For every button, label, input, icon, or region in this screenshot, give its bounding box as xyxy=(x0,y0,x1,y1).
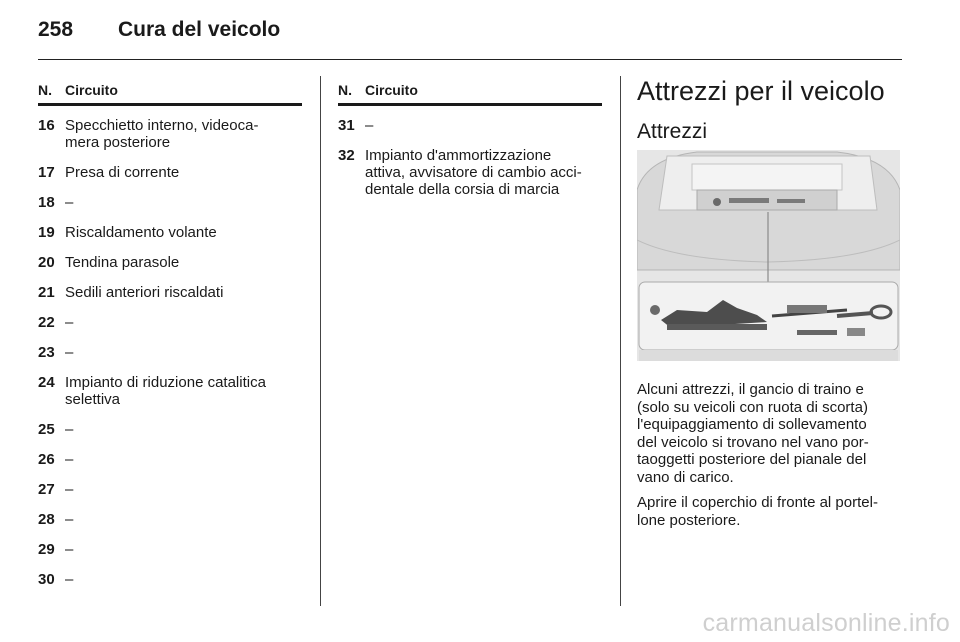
table-row xyxy=(38,314,302,331)
fuse-table-left xyxy=(38,82,302,588)
column-header-circuit: Circuito xyxy=(365,82,418,98)
circuit-number: 31 xyxy=(338,117,355,134)
paragraph: Aprire il coperchio di fronte al portel- lone posteriore. xyxy=(637,494,878,529)
column-divider xyxy=(620,76,621,606)
watermark: carmanualsonline.info xyxy=(702,609,950,637)
circuit-description: – xyxy=(65,541,74,558)
table-row xyxy=(38,421,302,438)
table-row xyxy=(38,541,302,558)
column-header-number: N. xyxy=(338,82,352,98)
trunk-tools-illustration xyxy=(637,150,900,361)
circuit-description: Impianto di riduzione catalitica selettiva xyxy=(65,374,266,408)
page-number: 258 xyxy=(38,18,74,41)
circuit-number: 29 xyxy=(38,541,55,558)
circuit-number: 17 xyxy=(38,164,55,181)
table-row xyxy=(38,451,302,468)
circuit-number: 18 xyxy=(38,194,55,211)
column-divider xyxy=(320,76,321,606)
circuit-description: – xyxy=(65,571,74,588)
circuit-number: 28 xyxy=(38,511,55,528)
circuit-number: 27 xyxy=(38,481,55,498)
table-row xyxy=(38,284,302,301)
column-header-circuit: Circuito xyxy=(65,82,118,98)
circuit-description: – xyxy=(365,117,374,134)
circuit-description: – xyxy=(65,344,74,361)
circuit-number: 26 xyxy=(38,451,55,468)
table-header xyxy=(38,82,302,106)
circuit-number: 20 xyxy=(38,254,55,271)
circuit-number: 32 xyxy=(338,147,355,164)
page-title: Cura del veicolo xyxy=(118,18,281,41)
circuit-number: 16 xyxy=(38,117,55,134)
circuit-description: – xyxy=(65,194,74,211)
table-row xyxy=(338,117,602,134)
table-row xyxy=(38,224,302,241)
page-header xyxy=(38,18,280,42)
table-row xyxy=(38,511,302,528)
table-row xyxy=(38,194,302,211)
table-row xyxy=(38,117,302,151)
table-header xyxy=(338,82,602,106)
table-row xyxy=(38,481,302,498)
section-heading: Attrezzi per il veicolo xyxy=(637,76,885,106)
circuit-description: Tendina parasole xyxy=(65,254,180,271)
column-header-number: N. xyxy=(38,82,52,98)
circuit-number: 30 xyxy=(38,571,55,588)
circuit-description: – xyxy=(65,481,74,498)
tools-section xyxy=(637,76,903,529)
circuit-number: 24 xyxy=(38,374,55,391)
circuit-description: Sedili anteriori riscaldati xyxy=(65,284,224,301)
circuit-description: Riscaldamento volante xyxy=(65,224,217,241)
table-row xyxy=(38,344,302,361)
table-row xyxy=(38,254,302,271)
table-row xyxy=(338,147,602,198)
circuit-number: 19 xyxy=(38,224,55,241)
circuit-description: – xyxy=(65,421,74,438)
circuit-description: – xyxy=(65,314,74,331)
circuit-number: 22 xyxy=(38,314,55,331)
circuit-number: 23 xyxy=(38,344,55,361)
paragraph: Alcuni attrezzi, il gancio di traino e (solo su veicoli con ruota di scorta) l'equipaggiamento di sollevamento del veicolo si trovano nel vano por- taoggetti posteriore del pianale del vano di carico. xyxy=(637,381,869,486)
section-subheading: Attrezzi xyxy=(637,120,708,143)
circuit-description: Impianto d'ammortizzazione attiva, avvisatore di cambio acci- dentale della corsia di marcia xyxy=(365,147,582,198)
header-rule xyxy=(38,59,902,60)
circuit-description: Presa di corrente xyxy=(65,164,180,181)
circuit-number: 25 xyxy=(38,421,55,438)
circuit-number: 21 xyxy=(38,284,55,301)
table-row xyxy=(38,374,302,408)
circuit-description: Specchietto interno, videoca- mera posteriore xyxy=(65,117,259,151)
circuit-description: – xyxy=(65,511,74,528)
table-row xyxy=(38,164,302,181)
fuse-table-right xyxy=(338,82,602,198)
circuit-description: – xyxy=(65,451,74,468)
table-row xyxy=(38,571,302,588)
